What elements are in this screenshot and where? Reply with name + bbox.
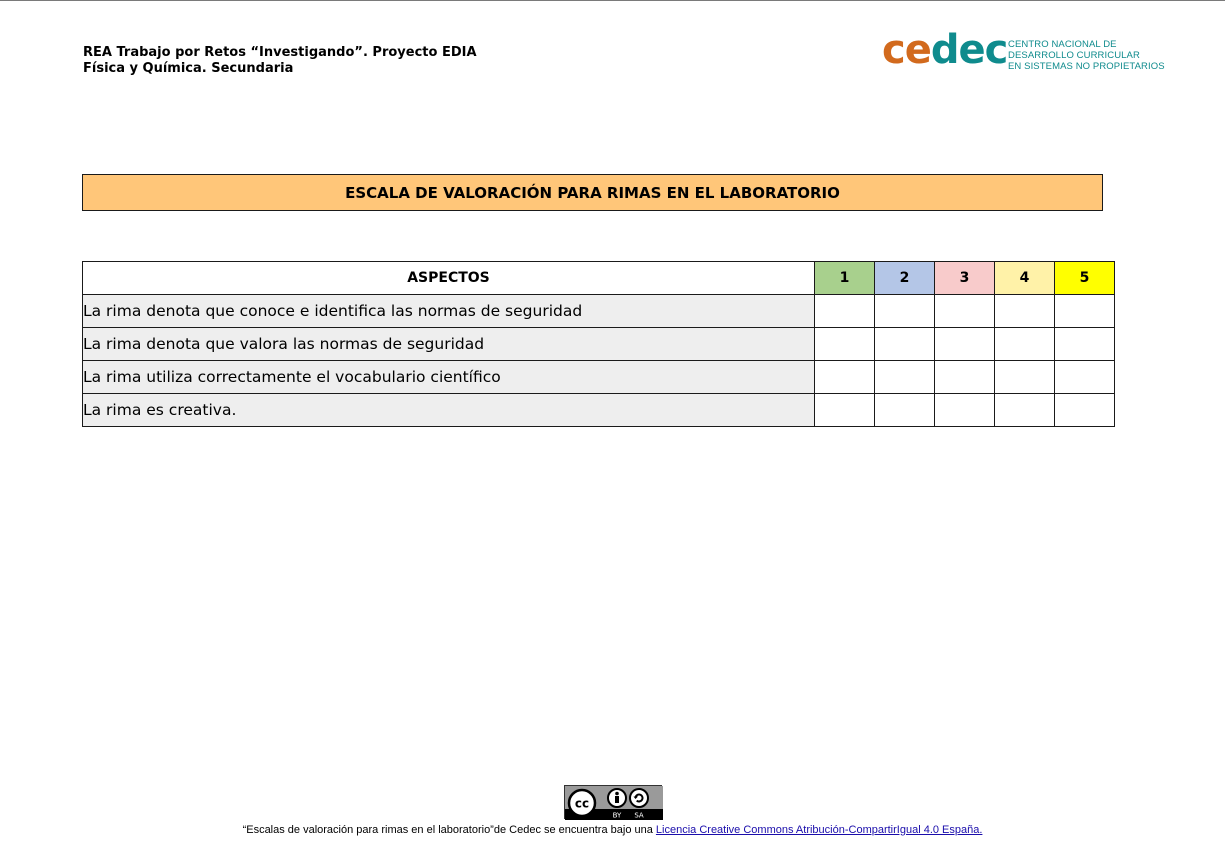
logo-sub-line-3: EN SISTEMAS NO PROPIETARIOS xyxy=(1008,61,1165,72)
aspect-label: La rima denota que conoce e identifica las normas de seguridad xyxy=(83,295,815,328)
rating-cell[interactable] xyxy=(995,394,1055,427)
logo-sub-line-2: DESARROLLO CURRICULAR xyxy=(1008,50,1140,61)
rating-scale-table xyxy=(82,261,1115,427)
rating-cell[interactable] xyxy=(875,328,935,361)
license-statement xyxy=(0,823,1225,837)
rating-cell[interactable] xyxy=(1055,394,1115,427)
level-header-3: 3 xyxy=(935,262,995,295)
rating-cell[interactable] xyxy=(1055,328,1115,361)
rating-cell[interactable] xyxy=(995,295,1055,328)
table-row xyxy=(83,295,1115,328)
cc-icon-label: cc xyxy=(574,796,589,811)
cedec-wordmark xyxy=(882,27,1007,73)
rating-cell[interactable] xyxy=(815,295,875,328)
table-row xyxy=(83,361,1115,394)
aspects-column-header: ASPECTOS xyxy=(83,262,815,295)
rating-cell[interactable] xyxy=(875,295,935,328)
license-link[interactable]: Licencia Creative Commons Atribución-CompartirIgual 4.0 España. xyxy=(655,824,983,836)
rating-cell[interactable] xyxy=(1055,295,1115,328)
cc-badge-graphic xyxy=(565,786,663,820)
page-title: ESCALA DE VALORACIÓN PARA RIMAS EN EL LABORATORIO xyxy=(82,174,1103,211)
table-row xyxy=(83,394,1115,427)
rating-cell[interactable] xyxy=(1055,361,1115,394)
document-header xyxy=(83,45,477,77)
logo-sub-line-1: CENTRO NACIONAL DE xyxy=(1008,39,1117,50)
table-header-row xyxy=(83,262,1115,295)
rating-cell[interactable] xyxy=(935,394,995,427)
header-line-1: REA Trabajo por Retos “Investigando”. Proyecto EDIA xyxy=(83,45,477,60)
rating-cell[interactable] xyxy=(935,361,995,394)
wordmark-part-2: dec xyxy=(930,27,1008,73)
aspect-label: La rima denota que valora las normas de seguridad xyxy=(83,328,815,361)
rating-cell[interactable] xyxy=(875,394,935,427)
table-row xyxy=(83,328,1115,361)
cc-by-sa-badge[interactable] xyxy=(564,785,662,819)
header-line-2: Física y Química. Secundaria xyxy=(83,61,294,76)
rating-cell[interactable] xyxy=(935,295,995,328)
rating-cell[interactable] xyxy=(815,394,875,427)
rating-cell[interactable] xyxy=(935,328,995,361)
sa-icon xyxy=(630,789,648,807)
by-label: BY xyxy=(612,811,621,820)
level-header-5: 5 xyxy=(1055,262,1115,295)
aspect-label: La rima utiliza correctamente el vocabulario científico xyxy=(83,361,815,394)
logo-subtitle xyxy=(1008,39,1165,72)
rating-cell[interactable] xyxy=(815,361,875,394)
level-header-4: 4 xyxy=(995,262,1055,295)
rating-cell[interactable] xyxy=(815,328,875,361)
rating-cell[interactable] xyxy=(995,361,1055,394)
level-header-2: 2 xyxy=(875,262,935,295)
wordmark-part-1: ce xyxy=(882,27,931,73)
license-footer xyxy=(0,785,1225,837)
aspect-label: La rima es creativa. xyxy=(83,394,815,427)
rating-cell[interactable] xyxy=(995,328,1055,361)
sa-label: SA xyxy=(633,811,644,820)
rating-cell[interactable] xyxy=(875,361,935,394)
license-text: “Escalas de valoración para rimas en el laboratorio”de Cedec se encuentra bajo una xyxy=(242,824,656,836)
cedec-logo xyxy=(882,27,1165,77)
level-header-1: 1 xyxy=(815,262,875,295)
